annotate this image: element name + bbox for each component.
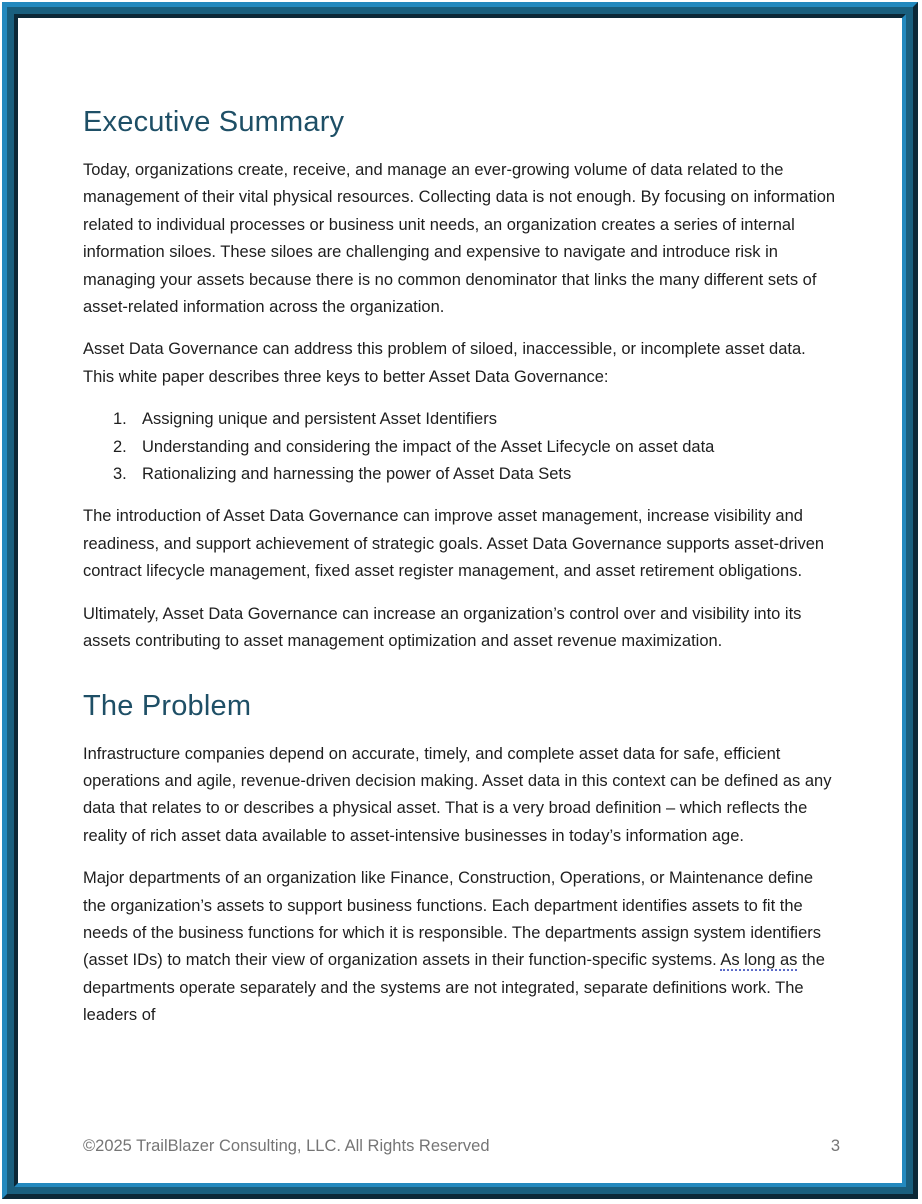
list-item-number: 2.	[113, 437, 127, 456]
numbered-list	[83, 406, 840, 488]
document-body	[18, 18, 902, 1030]
list-item	[113, 406, 840, 433]
page-border-frame-inner	[14, 14, 906, 1187]
paragraph: Infrastructure companies depend on accurate, timely, and complete asset data for safe, efficient operations and agile, revenue-driven decision making. Asset data in this context can be defined as any data that relates to or describes a physical asset. That is a very broad definition – which reflects the reality of rich asset data available to asset-intensive businesses in today’s information age.	[83, 744, 832, 845]
page-border-frame	[2, 2, 918, 1199]
paragraph	[83, 865, 840, 1029]
grammar-suggestion-underline[interactable]: As long as	[720, 951, 798, 970]
list-item-number: 1.	[113, 410, 127, 429]
list-item	[113, 434, 840, 461]
list-item-text: Assigning unique and persistent Asset Identifiers	[142, 410, 497, 429]
page-footer	[83, 1135, 840, 1157]
paragraph-text: Major departments of an organization like Finance, Construction, Operations, or Maintenance define the organization’s assets to support business functions. Each department identifies assets to fit the needs of the business functions for which it is responsible. The departments assign system identifiers (asset IDs) to match their view of organization assets in their function-specific systems.	[83, 869, 821, 970]
paragraph: Today, organizations create, receive, and manage an ever-growing volume of data related to the management of their vital physical resources. Collecting data is not enough. By focusing on information related to individual processes or business unit needs, an organization creates a series of internal information siloes. These siloes are challenging and expensive to navigate and introduce risk in managing your assets because there is no common denominator that links the many different sets of asset-related information across the organization.	[83, 161, 836, 317]
paragraph-text: the departments operate separately and the systems are not integrated, separate definitions work. The leaders of	[83, 951, 825, 1025]
footer-copyright: ©2025 TrailBlazer Consulting, LLC. All Rights Reserved	[83, 1137, 490, 1155]
section-heading-executive-summary: Executive Summary	[83, 106, 345, 138]
paragraph: Asset Data Governance can address this problem of siloed, inaccessible, or incomplete asset data. This white paper describes three keys to better Asset Data Governance:	[83, 340, 806, 386]
list-item	[113, 461, 840, 488]
paragraph: Ultimately, Asset Data Governance can increase an organization’s control over and visibility into its assets contributing to asset management optimization and asset revenue maximization.	[83, 604, 802, 651]
page-border-frame-middle	[7, 7, 913, 1194]
footer-page-number: 3	[830, 1137, 840, 1155]
list-item-text: Understanding and considering the impact of the Asset Lifecycle on asset data	[142, 437, 715, 456]
section-heading-the-problem: The Problem	[83, 689, 252, 722]
paragraph: The introduction of Asset Data Governance can improve asset management, increase visibility and readiness, and support achievement of strategic goals. Asset Data Governance supports asset-driven contract lifecycle management, fixed asset register management, and asset retirement obligations.	[83, 507, 825, 581]
list-item-text: Rationalizing and harnessing the power of Asset Data Sets	[142, 465, 572, 484]
list-item-number: 3.	[113, 465, 127, 484]
